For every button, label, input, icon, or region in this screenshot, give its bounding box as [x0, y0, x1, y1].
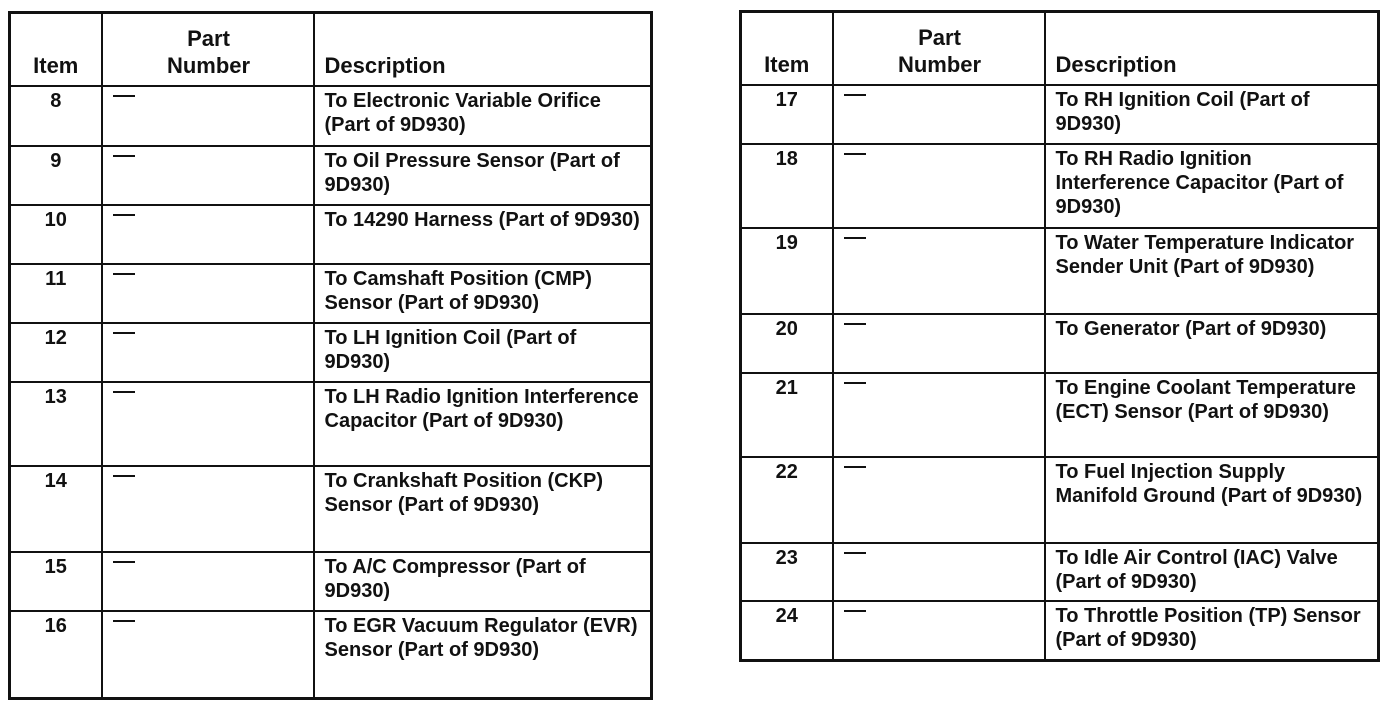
item-number: 19: [741, 228, 833, 314]
header-part-line2: Number: [166, 53, 251, 78]
description: To Camshaft Position (CMP) Sensor (Part of 9D930): [314, 264, 652, 323]
item-number: 12: [10, 323, 102, 382]
part-number-dash: [102, 466, 314, 552]
item-number: 9: [10, 146, 102, 205]
dash-mark: [113, 273, 135, 275]
item-number: 20: [741, 314, 833, 373]
header-part-number: [833, 12, 1045, 86]
item-number: 15: [10, 552, 102, 611]
table-row: [10, 205, 652, 264]
item-number: 22: [741, 457, 833, 543]
parts-table-right: [739, 10, 1380, 662]
header-part-line1: Part: [918, 25, 961, 50]
part-number-dash: [102, 264, 314, 323]
table-row: [10, 86, 652, 146]
table-row: [10, 466, 652, 552]
item-number: 17: [741, 85, 833, 144]
header-part-line2: Number: [897, 52, 982, 77]
header-description: Description: [1045, 12, 1379, 86]
description: To Crankshaft Position (CKP) Sensor (Part of 9D930): [314, 466, 652, 552]
dash-mark: [844, 323, 866, 325]
dash-mark: [113, 391, 135, 393]
header-description: Description: [314, 13, 652, 87]
part-number-dash: [102, 146, 314, 205]
header-item: Item: [10, 13, 102, 87]
dash-mark: [844, 94, 866, 96]
dash-mark: [113, 95, 135, 97]
description: To Oil Pressure Sensor (Part of 9D930): [314, 146, 652, 205]
dash-mark: [844, 552, 866, 554]
item-number: 11: [10, 264, 102, 323]
part-number-dash: [102, 86, 314, 146]
description: To Engine Coolant Temperature (ECT) Sensor (Part of 9D930): [1045, 373, 1379, 457]
table-row: [741, 457, 1379, 543]
table-row: [741, 373, 1379, 457]
part-number-dash: [833, 373, 1045, 457]
dash-mark: [844, 382, 866, 384]
item-number: 24: [741, 601, 833, 660]
dash-mark: [113, 620, 135, 622]
part-number-dash: [102, 611, 314, 698]
description: To RH Ignition Coil (Part of 9D930): [1045, 85, 1379, 144]
item-number: 18: [741, 144, 833, 228]
table-row: [741, 228, 1379, 314]
item-number: 21: [741, 373, 833, 457]
item-number: 14: [10, 466, 102, 552]
table-row: [10, 323, 652, 382]
part-number-dash: [102, 552, 314, 611]
part-number-dash: [833, 543, 1045, 601]
dash-mark: [113, 475, 135, 477]
table-row: [741, 314, 1379, 373]
description: To Idle Air Control (IAC) Valve (Part of 9D930): [1045, 543, 1379, 601]
dash-mark: [113, 155, 135, 157]
part-number-dash: [102, 205, 314, 264]
item-number: 13: [10, 382, 102, 466]
description: To LH Ignition Coil (Part of 9D930): [314, 323, 652, 382]
dash-mark: [113, 332, 135, 334]
table-row: [10, 552, 652, 611]
table-row: [10, 146, 652, 205]
description: To RH Radio Ignition Interference Capacitor (Part of 9D930): [1045, 144, 1379, 228]
item-number: 23: [741, 543, 833, 601]
part-number-dash: [102, 323, 314, 382]
part-number-dash: [833, 314, 1045, 373]
description: To LH Radio Ignition Interference Capacitor (Part of 9D930): [314, 382, 652, 466]
parts-table-left: [8, 11, 653, 700]
dash-mark: [844, 466, 866, 468]
part-number-dash: [833, 144, 1045, 228]
part-number-dash: [833, 228, 1045, 314]
description: To Generator (Part of 9D930): [1045, 314, 1379, 373]
description: To EGR Vacuum Regulator (EVR) Sensor (Part of 9D930): [314, 611, 652, 698]
description: To Water Temperature Indicator Sender Unit (Part of 9D930): [1045, 228, 1379, 314]
part-number-dash: [833, 601, 1045, 660]
table-row: [741, 543, 1379, 601]
table-header-row: [741, 12, 1379, 86]
dash-mark: [844, 153, 866, 155]
item-number: 10: [10, 205, 102, 264]
table-row: [10, 382, 652, 466]
description: To Throttle Position (TP) Sensor (Part of 9D930): [1045, 601, 1379, 660]
dash-mark: [113, 214, 135, 216]
description: To Electronic Variable Orifice (Part of 9D930): [314, 86, 652, 146]
description: To 14290 Harness (Part of 9D930): [314, 205, 652, 264]
description: To Fuel Injection Supply Manifold Ground (Part of 9D930): [1045, 457, 1379, 543]
part-number-dash: [833, 457, 1045, 543]
header-part-number: [102, 13, 314, 87]
table-row: [10, 264, 652, 323]
part-number-dash: [102, 382, 314, 466]
header-part-line1: Part: [187, 26, 230, 51]
dash-mark: [844, 237, 866, 239]
table-header-row: [10, 13, 652, 87]
description: To A/C Compressor (Part of 9D930): [314, 552, 652, 611]
table-row: [741, 85, 1379, 144]
table-row: [10, 611, 652, 698]
dash-mark: [113, 561, 135, 563]
item-number: 16: [10, 611, 102, 698]
item-number: 8: [10, 86, 102, 146]
table-row: [741, 144, 1379, 228]
dash-mark: [844, 610, 866, 612]
table-row: [741, 601, 1379, 660]
header-item: Item: [741, 12, 833, 86]
part-number-dash: [833, 85, 1045, 144]
